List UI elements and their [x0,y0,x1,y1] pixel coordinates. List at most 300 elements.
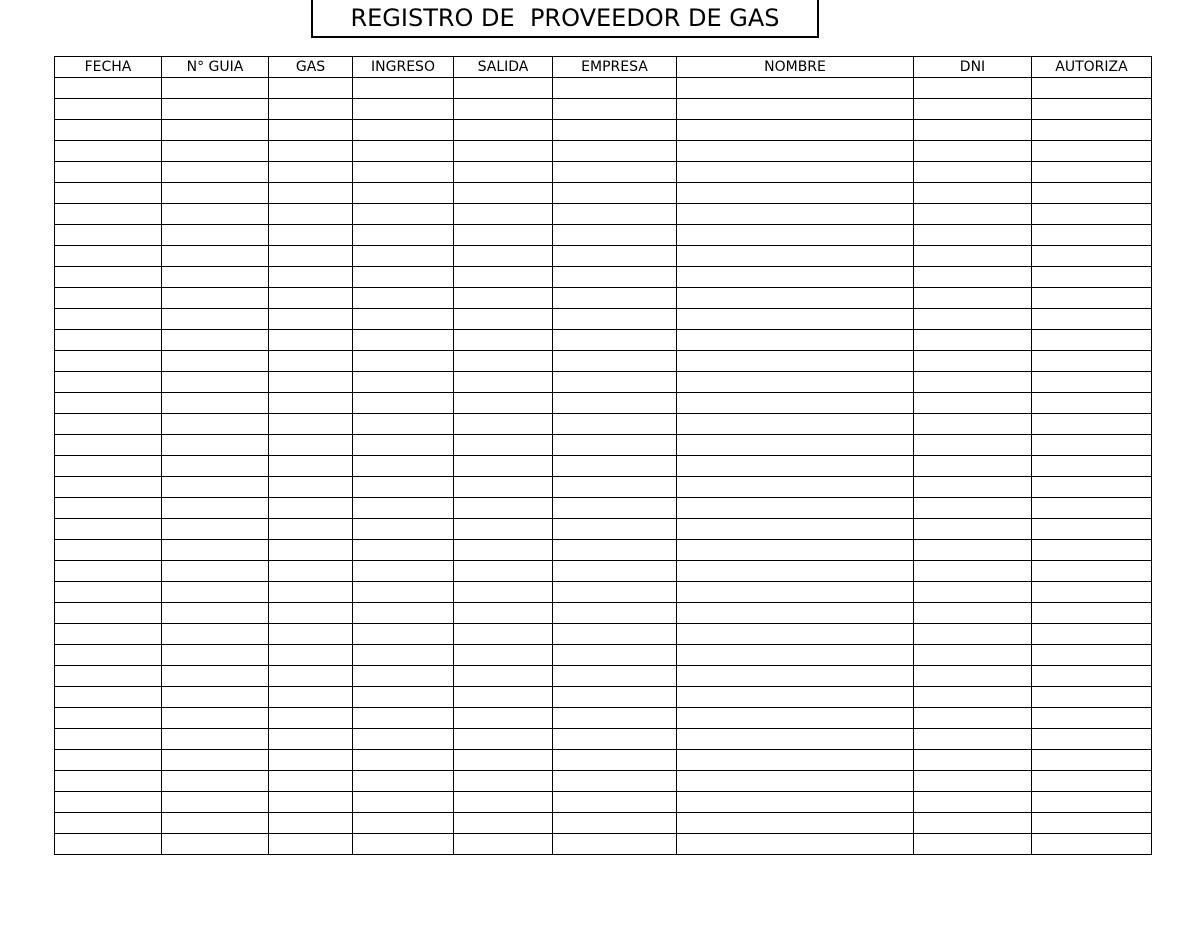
cell-dni[interactable] [914,78,1032,99]
cell-gas[interactable] [269,99,353,120]
cell-nombre[interactable] [677,813,914,834]
cell-fecha[interactable] [55,78,162,99]
cell-salida[interactable] [454,750,553,771]
cell-autoriza[interactable] [1032,435,1152,456]
cell-gas[interactable] [269,708,353,729]
cell-n-guia[interactable] [162,624,269,645]
cell-fecha[interactable] [55,729,162,750]
cell-autoriza[interactable] [1032,372,1152,393]
cell-ingreso[interactable] [353,792,454,813]
cell-fecha[interactable] [55,372,162,393]
cell-fecha[interactable] [55,351,162,372]
cell-n-guia[interactable] [162,330,269,351]
cell-nombre[interactable] [677,834,914,855]
cell-gas[interactable] [269,78,353,99]
cell-ingreso[interactable] [353,834,454,855]
cell-empresa[interactable] [553,645,677,666]
cell-n-guia[interactable] [162,729,269,750]
cell-autoriza[interactable] [1032,666,1152,687]
cell-dni[interactable] [914,435,1032,456]
cell-fecha[interactable] [55,477,162,498]
cell-gas[interactable] [269,414,353,435]
cell-empresa[interactable] [553,561,677,582]
cell-salida[interactable] [454,645,553,666]
cell-autoriza[interactable] [1032,162,1152,183]
cell-n-guia[interactable] [162,498,269,519]
cell-ingreso[interactable] [353,330,454,351]
cell-gas[interactable] [269,519,353,540]
cell-empresa[interactable] [553,309,677,330]
cell-dni[interactable] [914,393,1032,414]
cell-fecha[interactable] [55,309,162,330]
cell-autoriza[interactable] [1032,288,1152,309]
cell-empresa[interactable] [553,771,677,792]
cell-nombre[interactable] [677,267,914,288]
cell-gas[interactable] [269,351,353,372]
cell-nombre[interactable] [677,519,914,540]
cell-n-guia[interactable] [162,561,269,582]
cell-empresa[interactable] [553,519,677,540]
cell-autoriza[interactable] [1032,246,1152,267]
cell-empresa[interactable] [553,666,677,687]
cell-gas[interactable] [269,792,353,813]
cell-autoriza[interactable] [1032,120,1152,141]
cell-empresa[interactable] [553,393,677,414]
cell-nombre[interactable] [677,120,914,141]
cell-fecha[interactable] [55,603,162,624]
cell-empresa[interactable] [553,750,677,771]
cell-ingreso[interactable] [353,120,454,141]
cell-autoriza[interactable] [1032,498,1152,519]
cell-dni[interactable] [914,477,1032,498]
cell-autoriza[interactable] [1032,561,1152,582]
cell-ingreso[interactable] [353,162,454,183]
cell-fecha[interactable] [55,456,162,477]
cell-n-guia[interactable] [162,162,269,183]
cell-n-guia[interactable] [162,519,269,540]
cell-gas[interactable] [269,834,353,855]
cell-dni[interactable] [914,246,1032,267]
cell-autoriza[interactable] [1032,141,1152,162]
cell-ingreso[interactable] [353,414,454,435]
cell-gas[interactable] [269,246,353,267]
cell-dni[interactable] [914,141,1032,162]
cell-salida[interactable] [454,834,553,855]
cell-empresa[interactable] [553,99,677,120]
cell-gas[interactable] [269,603,353,624]
cell-n-guia[interactable] [162,582,269,603]
cell-gas[interactable] [269,813,353,834]
cell-autoriza[interactable] [1032,477,1152,498]
cell-gas[interactable] [269,456,353,477]
cell-ingreso[interactable] [353,393,454,414]
cell-n-guia[interactable] [162,309,269,330]
cell-n-guia[interactable] [162,645,269,666]
cell-salida[interactable] [454,414,553,435]
cell-autoriza[interactable] [1032,330,1152,351]
cell-gas[interactable] [269,561,353,582]
cell-n-guia[interactable] [162,435,269,456]
cell-fecha[interactable] [55,750,162,771]
cell-dni[interactable] [914,771,1032,792]
cell-dni[interactable] [914,792,1032,813]
cell-ingreso[interactable] [353,267,454,288]
cell-gas[interactable] [269,435,353,456]
cell-gas[interactable] [269,498,353,519]
cell-ingreso[interactable] [353,624,454,645]
cell-nombre[interactable] [677,498,914,519]
cell-autoriza[interactable] [1032,582,1152,603]
cell-empresa[interactable] [553,78,677,99]
cell-gas[interactable] [269,162,353,183]
cell-gas[interactable] [269,477,353,498]
cell-empresa[interactable] [553,267,677,288]
cell-nombre[interactable] [677,540,914,561]
cell-empresa[interactable] [553,624,677,645]
cell-nombre[interactable] [677,624,914,645]
cell-nombre[interactable] [677,183,914,204]
cell-salida[interactable] [454,393,553,414]
cell-n-guia[interactable] [162,120,269,141]
cell-dni[interactable] [914,183,1032,204]
cell-nombre[interactable] [677,666,914,687]
cell-dni[interactable] [914,729,1032,750]
cell-empresa[interactable] [553,708,677,729]
cell-n-guia[interactable] [162,267,269,288]
cell-n-guia[interactable] [162,456,269,477]
cell-dni[interactable] [914,582,1032,603]
cell-ingreso[interactable] [353,351,454,372]
cell-empresa[interactable] [553,498,677,519]
cell-ingreso[interactable] [353,645,454,666]
cell-autoriza[interactable] [1032,309,1152,330]
cell-gas[interactable] [269,771,353,792]
cell-nombre[interactable] [677,603,914,624]
cell-salida[interactable] [454,183,553,204]
cell-autoriza[interactable] [1032,834,1152,855]
cell-ingreso[interactable] [353,813,454,834]
cell-n-guia[interactable] [162,834,269,855]
cell-fecha[interactable] [55,393,162,414]
cell-ingreso[interactable] [353,246,454,267]
cell-dni[interactable] [914,561,1032,582]
cell-nombre[interactable] [677,750,914,771]
cell-ingreso[interactable] [353,603,454,624]
cell-n-guia[interactable] [162,666,269,687]
cell-dni[interactable] [914,288,1032,309]
cell-empresa[interactable] [553,456,677,477]
cell-gas[interactable] [269,729,353,750]
cell-n-guia[interactable] [162,78,269,99]
cell-dni[interactable] [914,813,1032,834]
cell-n-guia[interactable] [162,246,269,267]
cell-fecha[interactable] [55,771,162,792]
cell-ingreso[interactable] [353,435,454,456]
cell-fecha[interactable] [55,246,162,267]
cell-ingreso[interactable] [353,540,454,561]
cell-salida[interactable] [454,498,553,519]
cell-n-guia[interactable] [162,603,269,624]
cell-autoriza[interactable] [1032,393,1152,414]
cell-ingreso[interactable] [353,750,454,771]
cell-gas[interactable] [269,183,353,204]
cell-n-guia[interactable] [162,351,269,372]
cell-gas[interactable] [269,372,353,393]
cell-salida[interactable] [454,435,553,456]
cell-gas[interactable] [269,540,353,561]
cell-salida[interactable] [454,708,553,729]
cell-gas[interactable] [269,666,353,687]
cell-ingreso[interactable] [353,771,454,792]
cell-ingreso[interactable] [353,309,454,330]
cell-fecha[interactable] [55,162,162,183]
cell-nombre[interactable] [677,435,914,456]
cell-salida[interactable] [454,540,553,561]
cell-fecha[interactable] [55,540,162,561]
cell-ingreso[interactable] [353,225,454,246]
cell-salida[interactable] [454,351,553,372]
cell-dni[interactable] [914,120,1032,141]
cell-empresa[interactable] [553,687,677,708]
cell-ingreso[interactable] [353,687,454,708]
cell-salida[interactable] [454,561,553,582]
cell-autoriza[interactable] [1032,750,1152,771]
cell-ingreso[interactable] [353,561,454,582]
cell-empresa[interactable] [553,834,677,855]
cell-nombre[interactable] [677,561,914,582]
cell-n-guia[interactable] [162,708,269,729]
cell-autoriza[interactable] [1032,624,1152,645]
cell-fecha[interactable] [55,813,162,834]
cell-gas[interactable] [269,267,353,288]
cell-empresa[interactable] [553,792,677,813]
cell-autoriza[interactable] [1032,78,1152,99]
cell-empresa[interactable] [553,288,677,309]
cell-autoriza[interactable] [1032,351,1152,372]
cell-nombre[interactable] [677,351,914,372]
cell-autoriza[interactable] [1032,708,1152,729]
cell-dni[interactable] [914,267,1032,288]
cell-dni[interactable] [914,99,1032,120]
cell-fecha[interactable] [55,288,162,309]
cell-dni[interactable] [914,708,1032,729]
cell-dni[interactable] [914,834,1032,855]
cell-ingreso[interactable] [353,519,454,540]
cell-ingreso[interactable] [353,708,454,729]
cell-nombre[interactable] [677,204,914,225]
cell-nombre[interactable] [677,477,914,498]
cell-salida[interactable] [454,225,553,246]
cell-salida[interactable] [454,792,553,813]
cell-autoriza[interactable] [1032,204,1152,225]
cell-salida[interactable] [454,582,553,603]
cell-fecha[interactable] [55,519,162,540]
cell-n-guia[interactable] [162,813,269,834]
cell-gas[interactable] [269,330,353,351]
cell-ingreso[interactable] [353,477,454,498]
cell-fecha[interactable] [55,183,162,204]
cell-dni[interactable] [914,498,1032,519]
cell-salida[interactable] [454,729,553,750]
cell-n-guia[interactable] [162,540,269,561]
cell-empresa[interactable] [553,729,677,750]
cell-n-guia[interactable] [162,477,269,498]
cell-fecha[interactable] [55,204,162,225]
cell-empresa[interactable] [553,603,677,624]
cell-gas[interactable] [269,309,353,330]
cell-nombre[interactable] [677,372,914,393]
cell-salida[interactable] [454,288,553,309]
cell-nombre[interactable] [677,645,914,666]
cell-fecha[interactable] [55,582,162,603]
cell-nombre[interactable] [677,708,914,729]
cell-nombre[interactable] [677,771,914,792]
cell-autoriza[interactable] [1032,687,1152,708]
cell-salida[interactable] [454,120,553,141]
cell-fecha[interactable] [55,792,162,813]
cell-gas[interactable] [269,750,353,771]
cell-gas[interactable] [269,393,353,414]
cell-fecha[interactable] [55,498,162,519]
cell-dni[interactable] [914,540,1032,561]
cell-empresa[interactable] [553,582,677,603]
cell-salida[interactable] [454,372,553,393]
cell-salida[interactable] [454,141,553,162]
cell-dni[interactable] [914,603,1032,624]
cell-empresa[interactable] [553,246,677,267]
cell-empresa[interactable] [553,414,677,435]
cell-gas[interactable] [269,687,353,708]
cell-fecha[interactable] [55,666,162,687]
cell-empresa[interactable] [553,372,677,393]
cell-dni[interactable] [914,750,1032,771]
cell-salida[interactable] [454,687,553,708]
cell-gas[interactable] [269,141,353,162]
cell-autoriza[interactable] [1032,792,1152,813]
cell-nombre[interactable] [677,78,914,99]
cell-gas[interactable] [269,120,353,141]
cell-ingreso[interactable] [353,141,454,162]
cell-empresa[interactable] [553,435,677,456]
cell-gas[interactable] [269,204,353,225]
cell-ingreso[interactable] [353,372,454,393]
cell-nombre[interactable] [677,162,914,183]
cell-nombre[interactable] [677,729,914,750]
cell-nombre[interactable] [677,456,914,477]
cell-fecha[interactable] [55,708,162,729]
cell-fecha[interactable] [55,561,162,582]
cell-empresa[interactable] [553,225,677,246]
cell-nombre[interactable] [677,330,914,351]
cell-dni[interactable] [914,225,1032,246]
cell-autoriza[interactable] [1032,99,1152,120]
cell-ingreso[interactable] [353,498,454,519]
cell-nombre[interactable] [677,687,914,708]
cell-dni[interactable] [914,162,1032,183]
cell-n-guia[interactable] [162,393,269,414]
cell-autoriza[interactable] [1032,267,1152,288]
cell-ingreso[interactable] [353,183,454,204]
cell-empresa[interactable] [553,183,677,204]
cell-n-guia[interactable] [162,288,269,309]
cell-nombre[interactable] [677,414,914,435]
cell-nombre[interactable] [677,792,914,813]
cell-salida[interactable] [454,330,553,351]
cell-n-guia[interactable] [162,183,269,204]
cell-fecha[interactable] [55,141,162,162]
cell-fecha[interactable] [55,414,162,435]
cell-n-guia[interactable] [162,687,269,708]
cell-salida[interactable] [454,603,553,624]
cell-salida[interactable] [454,246,553,267]
cell-ingreso[interactable] [353,456,454,477]
cell-autoriza[interactable] [1032,183,1152,204]
cell-autoriza[interactable] [1032,225,1152,246]
cell-n-guia[interactable] [162,414,269,435]
cell-fecha[interactable] [55,624,162,645]
cell-dni[interactable] [914,645,1032,666]
cell-ingreso[interactable] [353,99,454,120]
cell-autoriza[interactable] [1032,729,1152,750]
cell-dni[interactable] [914,309,1032,330]
cell-autoriza[interactable] [1032,456,1152,477]
cell-autoriza[interactable] [1032,813,1152,834]
cell-salida[interactable] [454,99,553,120]
cell-empresa[interactable] [553,330,677,351]
cell-fecha[interactable] [55,435,162,456]
cell-dni[interactable] [914,624,1032,645]
cell-nombre[interactable] [677,393,914,414]
cell-fecha[interactable] [55,120,162,141]
cell-fecha[interactable] [55,225,162,246]
cell-salida[interactable] [454,666,553,687]
cell-n-guia[interactable] [162,771,269,792]
cell-nombre[interactable] [677,225,914,246]
cell-ingreso[interactable] [353,288,454,309]
cell-ingreso[interactable] [353,78,454,99]
cell-dni[interactable] [914,519,1032,540]
cell-salida[interactable] [454,456,553,477]
cell-ingreso[interactable] [353,204,454,225]
cell-empresa[interactable] [553,540,677,561]
cell-empresa[interactable] [553,477,677,498]
cell-gas[interactable] [269,582,353,603]
cell-ingreso[interactable] [353,582,454,603]
cell-salida[interactable] [454,267,553,288]
cell-nombre[interactable] [677,246,914,267]
cell-empresa[interactable] [553,120,677,141]
cell-empresa[interactable] [553,813,677,834]
cell-salida[interactable] [454,162,553,183]
cell-autoriza[interactable] [1032,771,1152,792]
cell-autoriza[interactable] [1032,540,1152,561]
cell-nombre[interactable] [677,309,914,330]
cell-salida[interactable] [454,771,553,792]
cell-salida[interactable] [454,519,553,540]
cell-dni[interactable] [914,330,1032,351]
cell-gas[interactable] [269,225,353,246]
cell-n-guia[interactable] [162,372,269,393]
cell-nombre[interactable] [677,288,914,309]
cell-n-guia[interactable] [162,204,269,225]
cell-autoriza[interactable] [1032,519,1152,540]
cell-n-guia[interactable] [162,225,269,246]
cell-empresa[interactable] [553,162,677,183]
cell-autoriza[interactable] [1032,603,1152,624]
cell-salida[interactable] [454,813,553,834]
cell-fecha[interactable] [55,645,162,666]
cell-ingreso[interactable] [353,729,454,750]
